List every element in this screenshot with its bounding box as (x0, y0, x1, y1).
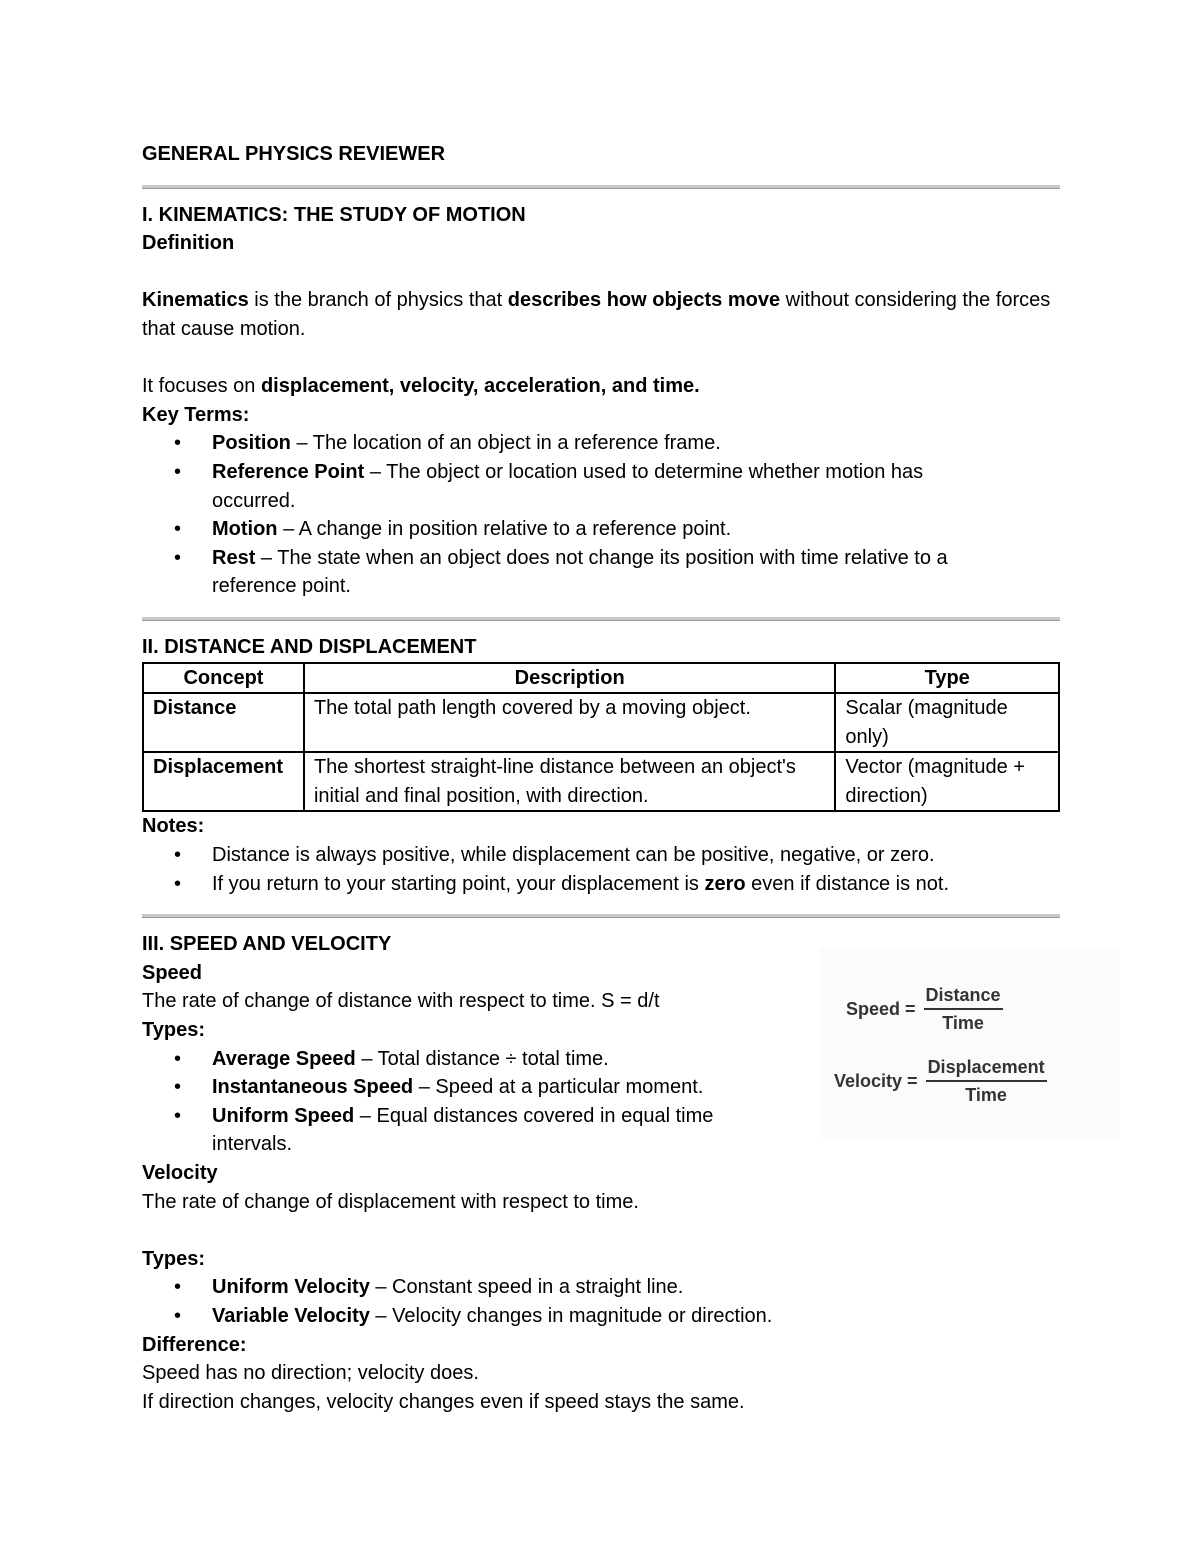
speed-formula (846, 984, 1003, 1034)
types-label: Types: (142, 1247, 205, 1270)
term-desc: – The object or location used to determine whether motion has occurred. (212, 460, 924, 512)
list-item (212, 1302, 1060, 1331)
list-item (212, 1045, 772, 1074)
table-cell: Displacement (143, 752, 304, 811)
denominator: Time (942, 1013, 984, 1033)
key-terms-list (142, 429, 1012, 601)
focus-text: It focuses on (142, 375, 261, 398)
divider (142, 185, 1060, 189)
table-cell: The total path length covered by a moving object. (304, 693, 835, 752)
term-desc: – Velocity changes in magnitude or direction. (369, 1304, 773, 1327)
velocity-types-list (142, 1273, 1060, 1330)
velocity-definition: The rate of change of displacement with respect to time. (142, 1190, 639, 1213)
speed-definition: The rate of change of distance with respect to time. S = d/t (142, 990, 660, 1013)
term-desc: – The location of an object in a reference frame. (290, 432, 721, 455)
list-item (212, 429, 1012, 458)
kinematics-definition (142, 286, 1060, 343)
list-item (212, 870, 1060, 899)
list-item (212, 458, 1012, 515)
denominator: Time (965, 1085, 1007, 1105)
focus-bold: displacement, velocity, acceleration, and time. (260, 375, 700, 398)
term-name: Uniform Velocity (212, 1276, 370, 1299)
formula-lhs: Velocity = (834, 1070, 918, 1091)
list-item (212, 515, 1012, 544)
numerator: Displacement (926, 1056, 1047, 1082)
notes-list (142, 841, 1060, 898)
term-name: Reference Point (212, 460, 365, 483)
list-item (212, 1102, 772, 1159)
speed-label: Speed (142, 961, 203, 984)
section-heading-distance: II. DISTANCE AND DISPLACEMENT (142, 635, 477, 658)
term-name: Variable Velocity (212, 1304, 370, 1327)
formula-image (820, 948, 1120, 1138)
types-label: Types: (142, 1019, 205, 1042)
table-cell: Scalar (magnitude only) (835, 693, 1059, 752)
note-bold: zero (704, 872, 746, 895)
difference-line: Speed has no direction; velocity does. (142, 1362, 479, 1385)
list-item (212, 841, 1060, 870)
term-name: Instantaneous Speed (212, 1076, 414, 1099)
definition-term: Kinematics (142, 289, 249, 312)
notes-label: Notes: (142, 815, 205, 838)
column-header: Concept (143, 663, 304, 694)
page-title: GENERAL PHYSICS REVIEWER (142, 143, 446, 165)
note-text: Distance is always positive, while displacement can be positive, negative, or zero. (212, 844, 935, 867)
difference-label: Difference: (142, 1333, 247, 1356)
term-name: Uniform Speed (212, 1104, 355, 1127)
list-item (212, 1073, 772, 1102)
term-name: Rest (212, 546, 256, 569)
fraction (924, 984, 1003, 1034)
numerator: Distance (924, 984, 1003, 1010)
formula-lhs: Speed = (846, 998, 916, 1019)
document-content (142, 140, 1060, 1416)
term-name: Average Speed (212, 1047, 356, 1070)
definition-heading: Definition (142, 232, 235, 255)
term-desc: – The state when an object does not change its position with time relative to a reference point. (212, 546, 948, 598)
section-heading-kinematics: I. KINEMATICS: THE STUDY OF MOTION (142, 203, 526, 226)
term-desc: – Speed at a particular moment. (413, 1076, 704, 1099)
focus-statement (142, 372, 1060, 401)
divider (142, 914, 1060, 918)
term-desc: – A change in position relative to a reference point. (277, 518, 732, 541)
distance-displacement-table (142, 662, 1060, 813)
section-heading-speed: III. SPEED AND VELOCITY (142, 933, 392, 956)
key-terms-label: Key Terms: (142, 403, 250, 426)
list-item (212, 544, 1012, 601)
table-row (143, 752, 1059, 811)
table-cell: Vector (magnitude + direction) (835, 752, 1059, 811)
term-desc: – Constant speed in a straight line. (369, 1276, 684, 1299)
table-cell: The shortest straight-line distance between an object's initial and final position, with direction. (304, 752, 835, 811)
table-cell: Distance (143, 693, 304, 752)
table-row (143, 693, 1059, 752)
speed-types-list (142, 1045, 772, 1159)
column-header: Type (835, 663, 1059, 694)
note-text: even if distance is not. (745, 872, 950, 895)
term-name: Motion (212, 518, 278, 541)
velocity-formula (834, 1056, 1047, 1106)
column-header: Description (304, 663, 835, 694)
table-header-row (143, 663, 1059, 694)
definition-text: is the branch of physics that (248, 289, 508, 312)
term-name: Position (212, 432, 291, 455)
definition-end: without considering the forces that cause motion. (142, 289, 1051, 340)
note-text: If you return to your starting point, your displacement is (212, 872, 705, 895)
list-item (212, 1273, 1060, 1302)
divider (142, 617, 1060, 621)
term-desc: – Equal distances covered in equal time intervals. (212, 1104, 714, 1156)
fraction (926, 1056, 1047, 1106)
definition-bold: describes how objects move (507, 289, 781, 312)
velocity-label: Velocity (142, 1162, 218, 1184)
difference-line: If direction changes, velocity changes even if speed stays the same. (142, 1390, 745, 1413)
term-desc: – Total distance ÷ total time. (355, 1047, 609, 1070)
